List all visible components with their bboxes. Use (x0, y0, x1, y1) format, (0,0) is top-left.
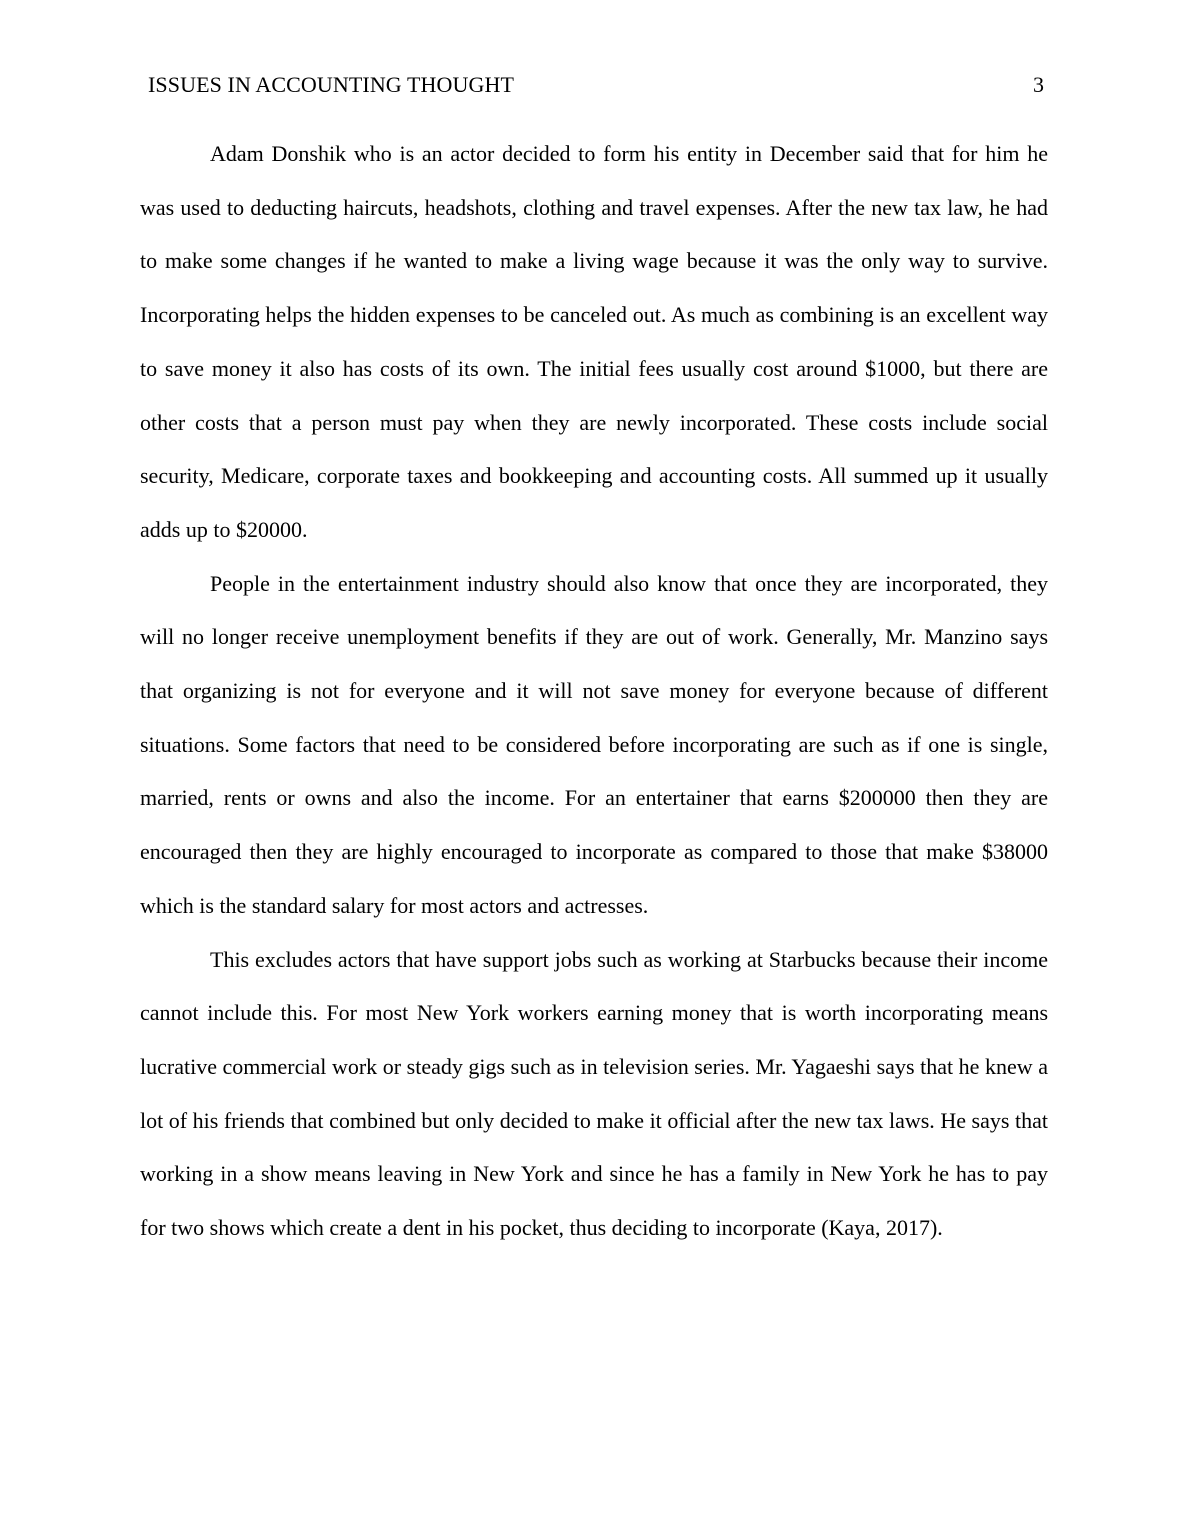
paragraph-3: This excludes actors that have support jobs such as working at Starbucks because their income cannot include this. For most New York workers earning money that is worth incorporating means lucrative commercial work or steady gigs such as in television series. Mr. Yagaeshi says that he knew a lot of his friends that combined but only decided to make it official after the new tax laws. He says that working in a show means leaving in New York and since he has a family in New York he has to pay for two shows which create a dent in his pocket, thus deciding to incorporate (Kaya, 2017). (140, 946, 1048, 1241)
paragraph-2: People in the entertainment industry should also know that once they are incorporated, they will no longer receive unemployment benefits if they are out of work. Generally, Mr. Manzino says that organizing is not for everyone and it will not save money for everyone because of different situations. Some factors that need to be considered before incorporating are such as if one is single, married, rents or owns and also the income. For an entertainer that earns $200000 then they are encouraged then they are highly encouraged to incorporate as compared to those that make $38000 which is the standard salary for most actors and actresses. (140, 570, 1048, 918)
running-head: ISSUES IN ACCOUNTING THOUGHT (148, 72, 515, 97)
body-text (140, 127, 1048, 1255)
page-number: 3 (1033, 72, 1044, 97)
paragraph-1: Adam Donshik who is an actor decided to form his entity in December said that for him he was used to deducting haircuts, headshots, clothing and travel expenses. After the new tax law, he had to make some changes if he wanted to make a living wage because it was the only way to survive. Incorporating helps the hidden expenses to be canceled out. As much as combining is an excellent way to save money it also has costs of its own. The initial fees usually cost around $1000, but there are other costs that a person must pay when they are newly incorporated. These costs include social security, Medicare, corporate taxes and bookkeeping and accounting costs. All summed up it usually adds up to $20000. (140, 141, 1048, 542)
